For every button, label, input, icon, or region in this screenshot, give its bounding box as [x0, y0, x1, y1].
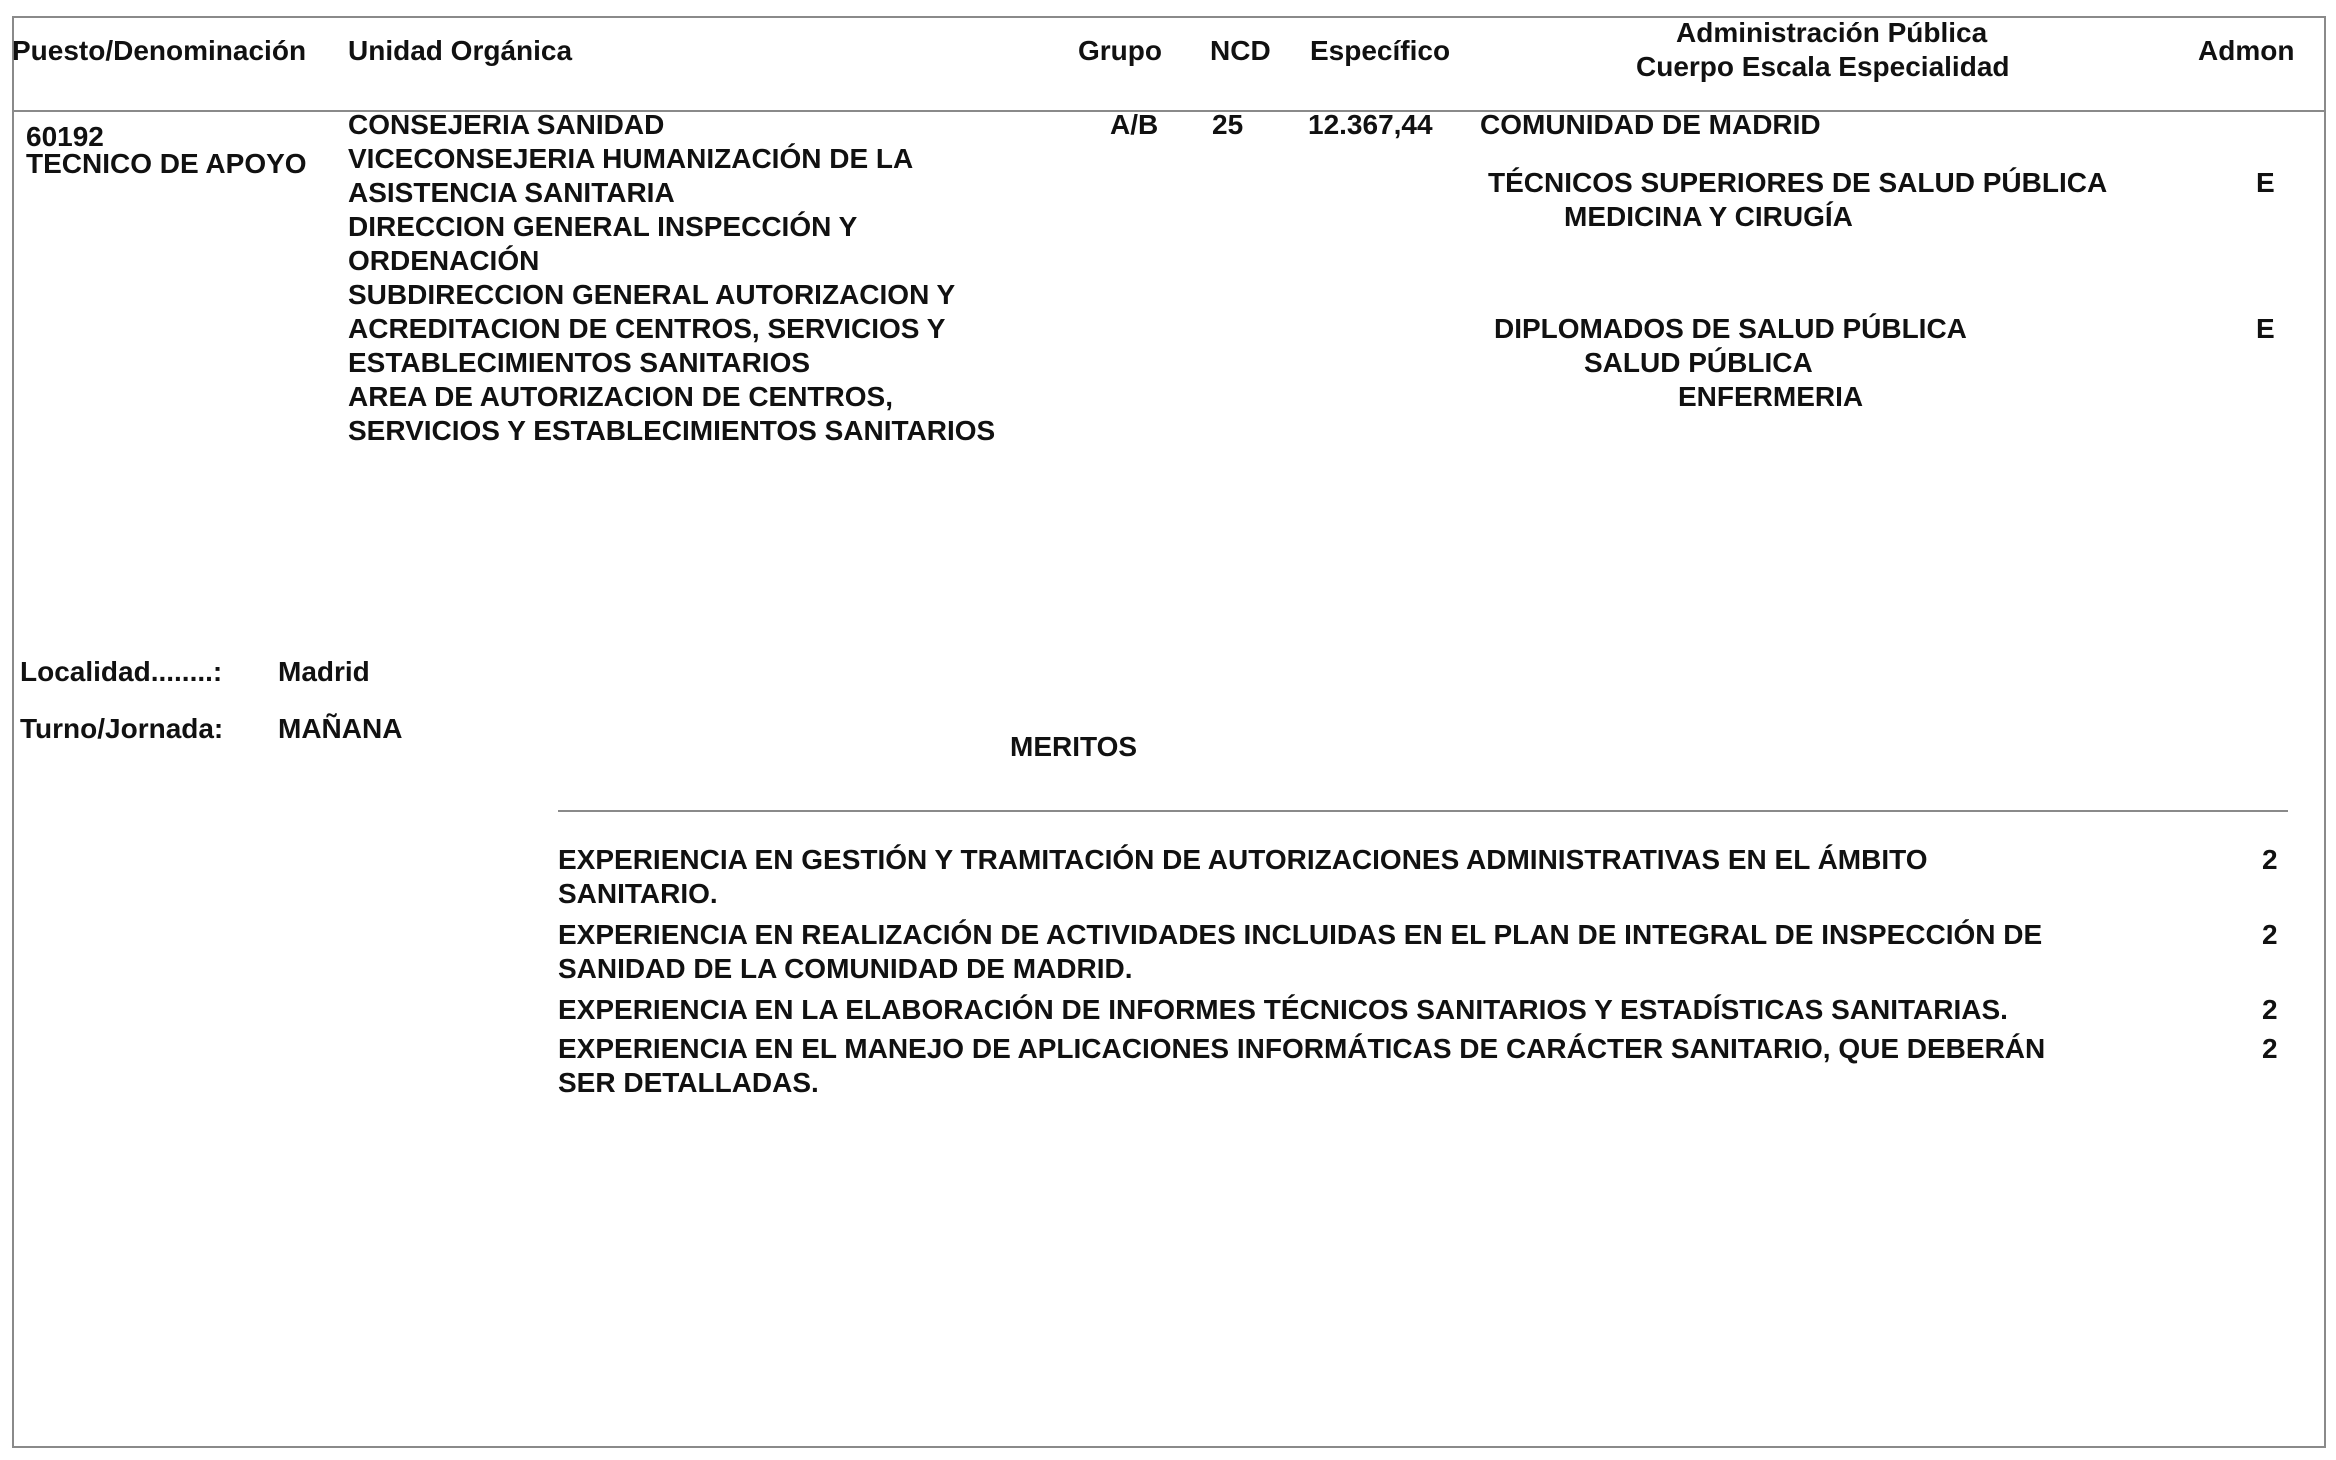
header-grupo: Grupo [1078, 35, 1162, 66]
escala-1: MEDICINA Y CIRUGÍA [1564, 201, 1853, 232]
unidad-line: CONSEJERIA SANIDAD [348, 109, 665, 140]
merit-points: 2 [2262, 844, 2278, 875]
merit-points: 2 [2262, 919, 2278, 950]
unidad-line: ACREDITACION DE CENTROS, SERVICIOS Y [348, 313, 946, 344]
header-unidad: Unidad Orgánica [348, 35, 573, 66]
merit-text-line: SANITARIO. [558, 878, 718, 909]
merit-text-line: EXPERIENCIA EN REALIZACIÓN DE ACTIVIDADES INCLUIDAS EN EL PLAN DE INTEGRAL DE INSPECCIÓN DE [558, 919, 2043, 950]
post-code: 60192 [26, 121, 104, 152]
unidad-line: AREA DE AUTORIZACION DE CENTROS, [348, 381, 893, 412]
merits-divider [558, 810, 2288, 812]
merit-item [558, 1032, 2045, 1100]
merit-text-line: EXPERIENCIA EN EL MANEJO DE APLICACIONES INFORMÁTICAS DE CARÁCTER SANITARIO, QUE DEBERÁN [558, 1033, 2046, 1064]
turno-label: Turno/Jornada: [20, 713, 224, 744]
merits-title: MERITOS [1010, 731, 1138, 762]
merit-text-line: SER DETALLADAS. [558, 1067, 819, 1098]
ncd-value: 25 [1212, 109, 1244, 140]
unidad-line: ORDENACIÓN [348, 245, 540, 276]
unidad-line: SERVICIOS Y ESTABLECIMIENTOS SANITARIOS [348, 415, 996, 446]
merit-text-line: EXPERIENCIA EN LA ELABORACIÓN DE INFORMES TÉCNICOS SANITARIOS Y ESTADÍSTICAS SANITARIAS. [558, 994, 2008, 1025]
header-ncd: NCD [1210, 35, 1271, 66]
merit-item [558, 918, 2042, 986]
escala-2: SALUD PÚBLICA [1584, 347, 1813, 378]
especialidad-2: ENFERMERIA [1678, 381, 1864, 412]
cuerpo-1: TÉCNICOS SUPERIORES DE SALUD PÚBLICA [1488, 167, 2108, 198]
header-administracion: Administración Pública [1676, 17, 1988, 48]
localidad-label: Localidad........: [20, 656, 223, 687]
unidad-line: DIRECCION GENERAL INSPECCIÓN Y [348, 211, 858, 242]
unidad-line: ASISTENCIA SANITARIA [348, 177, 675, 208]
turno-value: MAÑANA [278, 713, 403, 744]
merit-text-line: EXPERIENCIA EN GESTIÓN Y TRAMITACIÓN DE AUTORIZACIONES ADMINISTRATIVAS EN EL ÁMBITO [558, 844, 1928, 875]
header-cuerpo-escala-especialidad: Cuerpo Escala Especialidad [1636, 51, 2010, 82]
header-admon: Admon [2198, 35, 2295, 66]
unidad-line: VICECONSEJERIA HUMANIZACIÓN DE LA [348, 143, 914, 174]
post-title: TECNICO DE APOYO [26, 148, 307, 179]
header-especifico: Específico [1310, 35, 1451, 66]
grupo-value: A/B [1110, 109, 1159, 140]
cuerpo-2: DIPLOMADOS DE SALUD PÚBLICA [1494, 313, 1967, 344]
unidad-line: SUBDIRECCION GENERAL AUTORIZACION Y [348, 279, 956, 310]
merit-points: 2 [2262, 1033, 2278, 1064]
especifico-value: 12.367,44 [1308, 109, 1433, 140]
admon-1: E [2256, 167, 2275, 198]
administracion-value: COMUNIDAD DE MADRID [1480, 109, 1821, 140]
header-puesto: Puesto/Denominación [12, 35, 307, 66]
unidad-organica [348, 108, 995, 448]
merit-text-line: SANIDAD DE LA COMUNIDAD DE MADRID. [558, 953, 1133, 984]
localidad-value: Madrid [278, 656, 370, 687]
merit-item [558, 993, 2008, 1027]
unidad-line: ESTABLECIMIENTOS SANITARIOS [348, 347, 811, 378]
admon-2: E [2256, 313, 2275, 344]
merit-item [558, 843, 1928, 911]
merit-points: 2 [2262, 994, 2278, 1025]
